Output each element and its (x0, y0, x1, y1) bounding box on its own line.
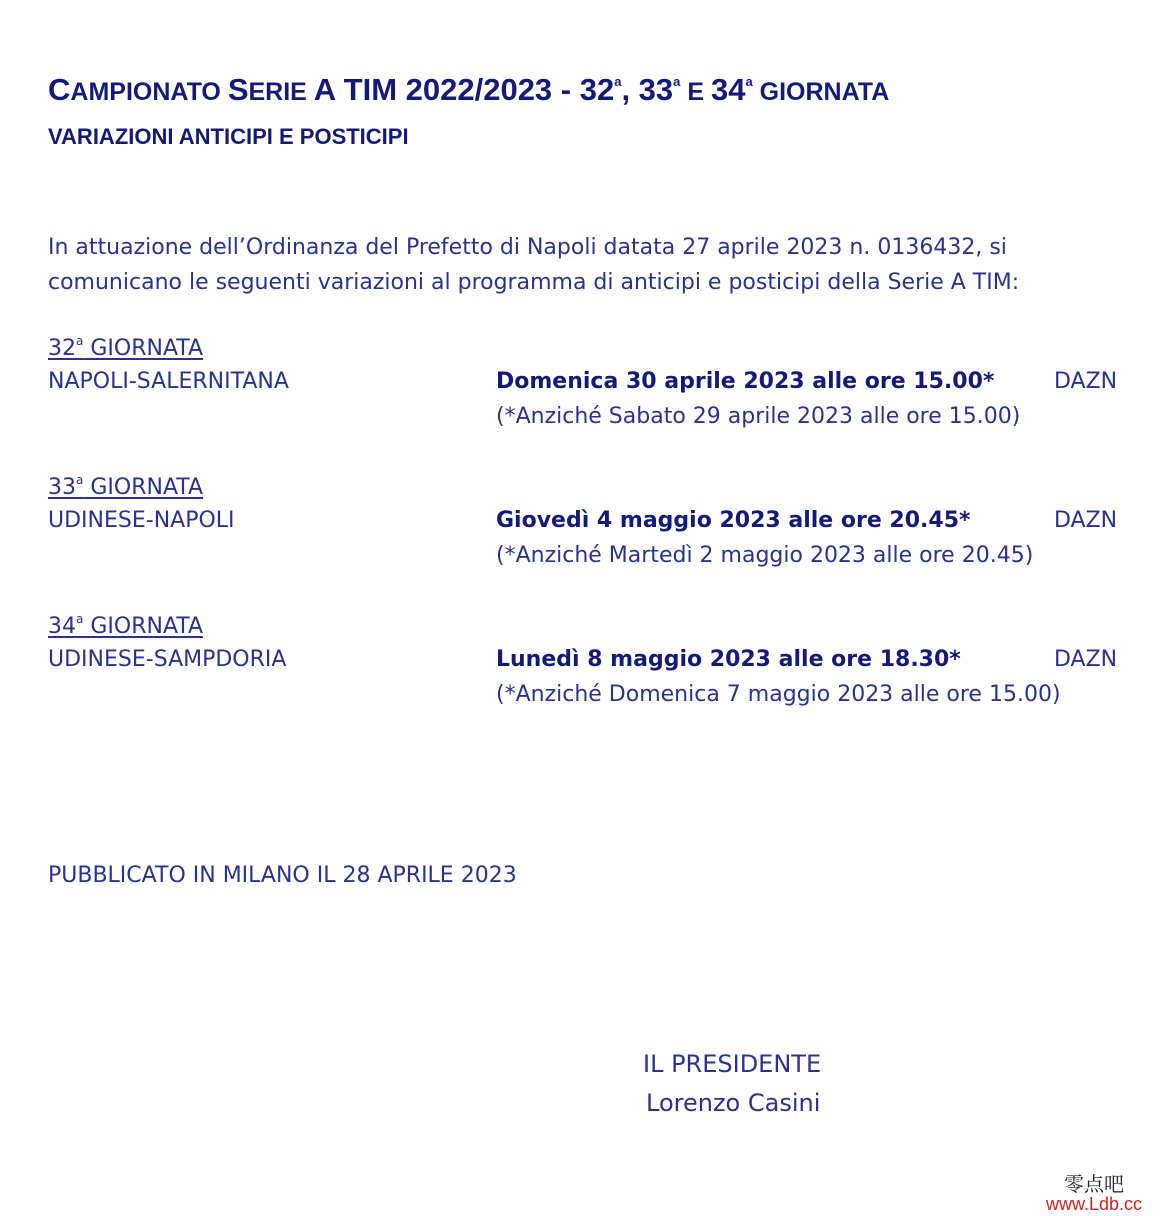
broadcaster: DAZN (1054, 369, 1118, 394)
signatory-name: Lorenzo Casini (646, 1089, 821, 1117)
document-title: CAMPIONATO SERIE A TIM 2022/2023 - 32$^a$, 33$^a$ E 34$^a$ GIORNATA (48, 72, 890, 107)
watermark-chinese: 零点吧 (1064, 1172, 1124, 1196)
intro-line-2: comunicano le seguenti variazioni al programma di anticipi e posticipi della Serie A TIM: (48, 270, 1020, 295)
broadcaster: DAZN (1054, 508, 1118, 533)
document-subtitle: VARIAZIONI ANTICIPI E POSTICIPI (48, 124, 409, 149)
original-date-note: (*Anziché Sabato 29 aprile 2023 alle ore 15.00) (496, 404, 1021, 429)
signatory-role: IL PRESIDENTE (643, 1050, 822, 1078)
section-heading: 33$^a$ GIORNATA (48, 473, 204, 500)
original-date-note: (*Anziché Martedì 2 maggio 2023 alle ore 20.45) (496, 543, 1034, 568)
match-date: Lunedì 8 maggio 2023 alle ore 18.30* (496, 647, 961, 672)
section-heading: 34$^a$ GIORNATA (48, 612, 204, 639)
match-name: UDINESE-NAPOLI (48, 508, 235, 533)
match-date: Giovedì 4 maggio 2023 alle ore 20.45* (496, 508, 971, 533)
section-heading: 32$^a$ GIORNATA (48, 334, 204, 361)
match-date: Domenica 30 aprile 2023 alle ore 15.00* (496, 369, 995, 394)
section-giornata-33 (48, 473, 1138, 583)
original-date-note: (*Anziché Domenica 7 maggio 2023 alle ore 15.00) (496, 682, 1061, 707)
section-giornata-34 (48, 612, 1138, 722)
match-name: NAPOLI-SALERNITANA (48, 369, 289, 394)
intro-line-1: In attuazione dell’Ordinanza del Prefetto di Napoli datata 27 aprile 2023 n. 0136432, si (48, 235, 1007, 260)
broadcaster: DAZN (1054, 647, 1118, 672)
watermark-url: www.Ldb.cc (1046, 1194, 1143, 1214)
intro-paragraph (48, 230, 1148, 300)
match-name: UDINESE-SAMPDORIA (48, 647, 287, 672)
section-giornata-32 (48, 334, 1138, 444)
publication-line: PUBBLICATO IN MILANO IL 28 APRILE 2023 (48, 863, 517, 888)
